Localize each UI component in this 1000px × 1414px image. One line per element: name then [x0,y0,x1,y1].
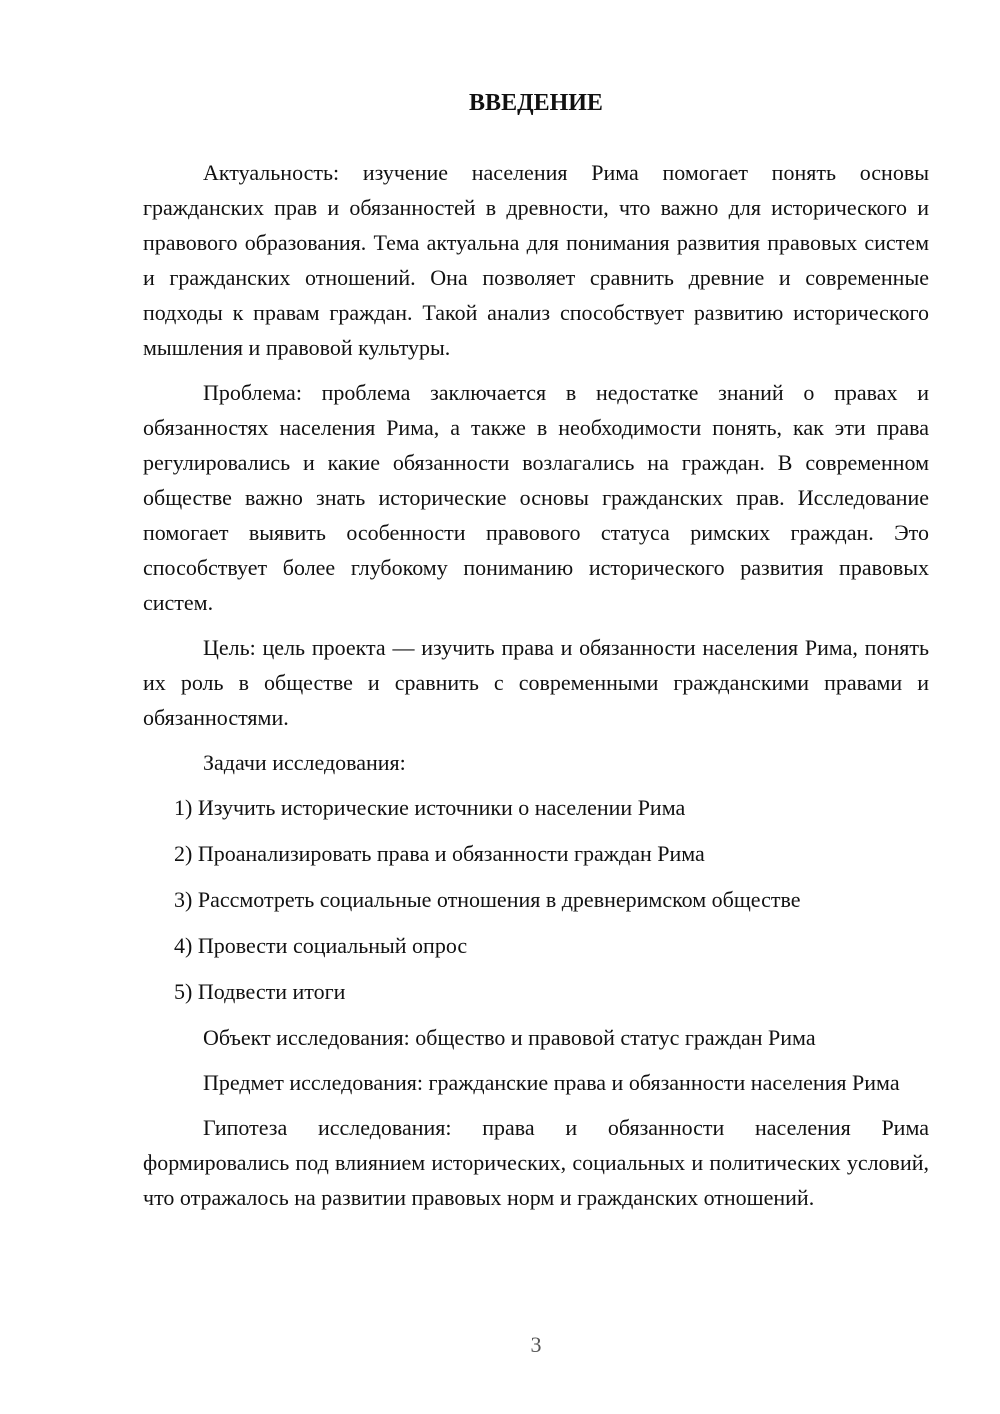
paragraph-subject: Предмет исследования: гражданские права и обязанности населения Рима [203,1070,900,1095]
paragraph-goal: Цель: цель проекта — изучить права и обязанности населения Рима, понять их роль в обществе и сравнить с современными гражданскими правами и обязанностями. [143,635,929,730]
task-item-5 [143,974,929,1009]
page-title: ВВЕДЕНИЕ [469,90,603,116]
task-number: 1) [174,795,193,820]
paragraph-relevance: Актуальность: изучение населения Рима помогает понять основы гражданских прав и обязанностей в древности, что важно для исторического и правового образования. Тема актуальна для понимания развития правовых систем и гражданских отношений. Она позволяет сравнить древние и современные подходы к правам граждан. Такой анализ способствует развитию исторического мышления и правовой культуры. [143,160,929,360]
task-number: 3) [174,887,193,912]
page-number: 3 [530,1332,542,1357]
tasks-list [143,790,929,1009]
paragraph-object: Объект исследования: общество и правовой статус граждан Рима [203,1025,816,1050]
tasks-heading: Задачи исследования: [203,750,406,775]
paragraph-problem: Проблема: проблема заключается в недостатке знаний о правах и обязанностях населения Рима, а также в необходимости понять, как эти права регулировались и какие обязанности возлагались на граждан. В современном обществе важно знать исторические основы гражданских прав. Исследование помогает выявить особенности правового статуса римских граждан. Это способствует более глубокому пониманию исторического развития правовых систем. [143,380,929,615]
task-item-3 [143,882,929,917]
task-text: Рассмотреть социальные отношения в древнеримском обществе [197,887,801,912]
task-text: Изучить исторические источники о населении Рима [197,795,686,820]
task-item-4 [143,928,929,963]
task-text: Провести социальный опрос [197,933,468,958]
task-item-2 [143,836,929,871]
paragraph-hypothesis: Гипотеза исследования: права и обязанности населения Рима формировались под влиянием исторических, социальных и политических условий, что отражалось на развитии правовых норм и гражданских отношений. [143,1115,929,1210]
task-number: 4) [174,933,193,958]
document-content [143,86,929,1225]
task-text: Проанализировать права и обязанности граждан Рима [197,841,705,866]
task-number: 2) [174,841,193,866]
task-number: 5) [174,979,193,1004]
task-text: Подвести итоги [197,979,346,1004]
task-item-1 [143,790,929,825]
